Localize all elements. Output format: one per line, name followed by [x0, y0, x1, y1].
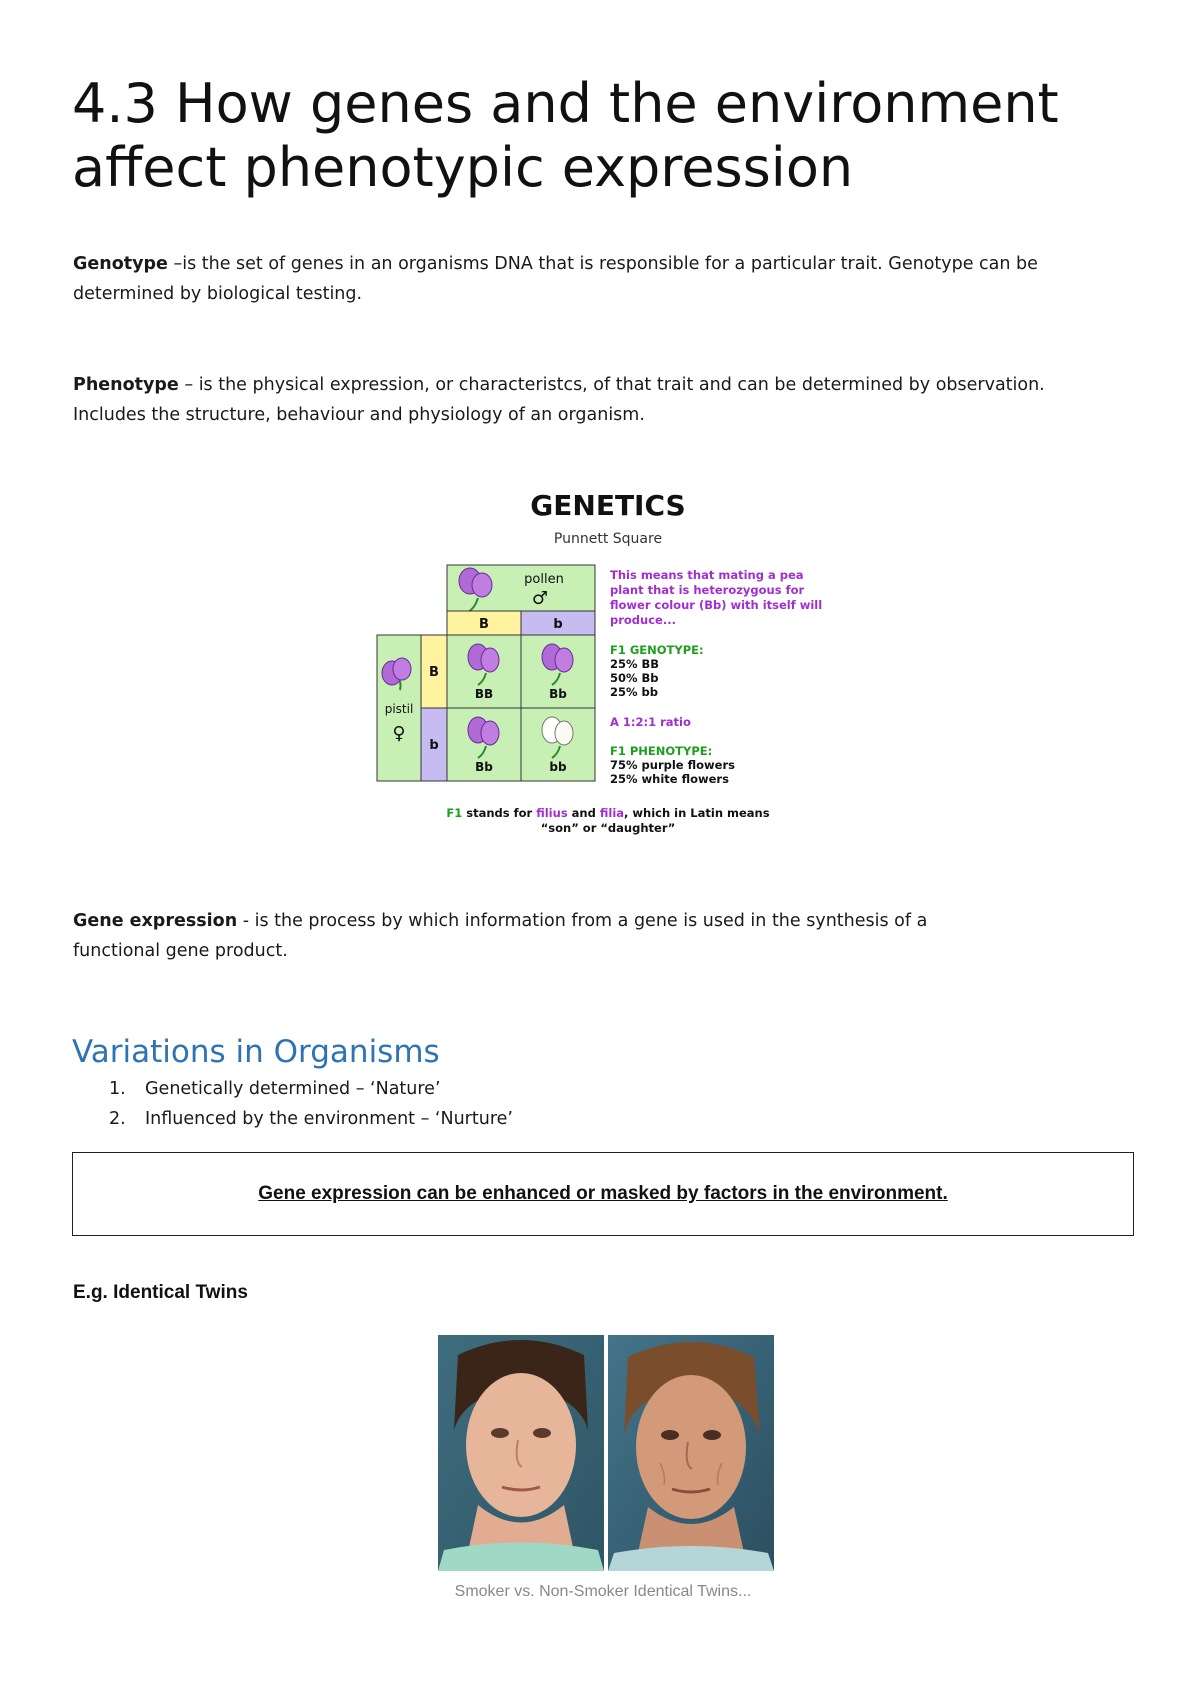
ratio-text: A 1:2:1 ratio: [610, 715, 691, 729]
footer-f1: F1: [446, 806, 463, 820]
figure-title: GENETICS: [530, 489, 686, 522]
twins-caption: Smoker vs. Non-Smoker Identical Twins...: [454, 1583, 752, 1600]
pollen-label: pollen: [524, 572, 564, 587]
pistil-label: pistil: [384, 702, 414, 716]
footer-filia: filia: [599, 806, 625, 820]
row-allele-label: B: [429, 665, 439, 680]
photo-divider: [604, 1335, 608, 1571]
twin-left-portrait: [438, 1335, 604, 1571]
f1-genotype-line: 50% Bb: [610, 671, 659, 685]
genotype-term: Genotype: [73, 254, 168, 274]
punnett-cell-label: Bb: [475, 760, 493, 774]
callout-box: [72, 1152, 1134, 1236]
gene-expression-text: - is the process by which information from a gene is used in the synthesis of a functional gene product.: [73, 911, 928, 961]
callout-text: Gene expression can be enhanced or masked by factors in the environment.: [258, 1183, 948, 1204]
f1-phenotype-line: 25% white flowers: [610, 772, 729, 786]
figure-note-line: flower colour (Bb) with itself will: [610, 598, 823, 612]
punnett-cell-label: BB: [474, 687, 494, 701]
footer-text: stands for: [462, 806, 537, 820]
genotype-definition: [73, 249, 1113, 309]
punnett-cell-label: bb: [549, 760, 567, 774]
phenotype-term: Phenotype: [73, 375, 179, 395]
gene-expression-definition: [73, 906, 973, 966]
example-label: E.g. Identical Twins: [73, 1282, 248, 1303]
variations-list: [72, 1074, 513, 1134]
punnett-cell-label: Bb: [549, 687, 567, 701]
f1-genotype-line: 25% bb: [610, 685, 658, 699]
f1-phenotype-line: 75% purple flowers: [610, 758, 735, 772]
f1-genotype-line: 25% BB: [610, 657, 660, 671]
col-allele-label: B: [479, 617, 489, 632]
f1-genotype-heading: F1 GENOTYPE:: [610, 643, 704, 657]
list-number: 1.: [109, 1079, 126, 1099]
male-symbol-icon: ♂: [531, 588, 549, 609]
gene-expression-term: Gene expression: [73, 911, 238, 931]
list-item: [72, 1104, 513, 1134]
twins-photo: [438, 1335, 774, 1571]
footer-text: and: [567, 806, 600, 820]
col-allele-label: b: [553, 617, 563, 632]
phenotype-definition: [73, 370, 1113, 430]
list-text: Influenced by the environment – ‘Nurture’: [145, 1109, 513, 1129]
list-number: 2.: [109, 1109, 126, 1129]
footer-text: , which in Latin means: [624, 806, 770, 820]
figure-note-line: produce...: [610, 613, 676, 627]
figure-footer-line2: “son” or “daughter”: [540, 821, 676, 835]
list-text: Genetically determined – ‘Nature’: [145, 1079, 441, 1099]
list-item: [72, 1074, 513, 1104]
f1-phenotype-heading: F1 PHENOTYPE:: [610, 744, 713, 758]
variations-heading: Variations in Organisms: [72, 1034, 440, 1070]
phenotype-text: – is the physical expression, or characteristcs, of that trait and can be determined by observation. Includes the structure, behaviour and physiology of an organism.: [73, 375, 1045, 425]
punnett-square-figure: [370, 485, 860, 840]
row-allele-label: b: [429, 738, 439, 753]
genotype-text: –is the set of genes in an organisms DNA that is responsible for a particular trait. Genotype can be determined by biological testing.: [73, 254, 1038, 304]
figure-footer: [446, 806, 769, 820]
twin-right-portrait: [608, 1335, 774, 1571]
footer-filius: filius: [536, 806, 568, 820]
figure-subtitle: Punnett Square: [553, 531, 663, 547]
figure-note-line: plant that is heterozygous for: [610, 583, 805, 597]
figure-note-line: This means that mating a pea: [610, 568, 804, 582]
female-symbol-icon: ♀: [392, 723, 406, 744]
page-title: 4.3 How genes and the environment affect phenotypic expression: [72, 72, 1059, 199]
